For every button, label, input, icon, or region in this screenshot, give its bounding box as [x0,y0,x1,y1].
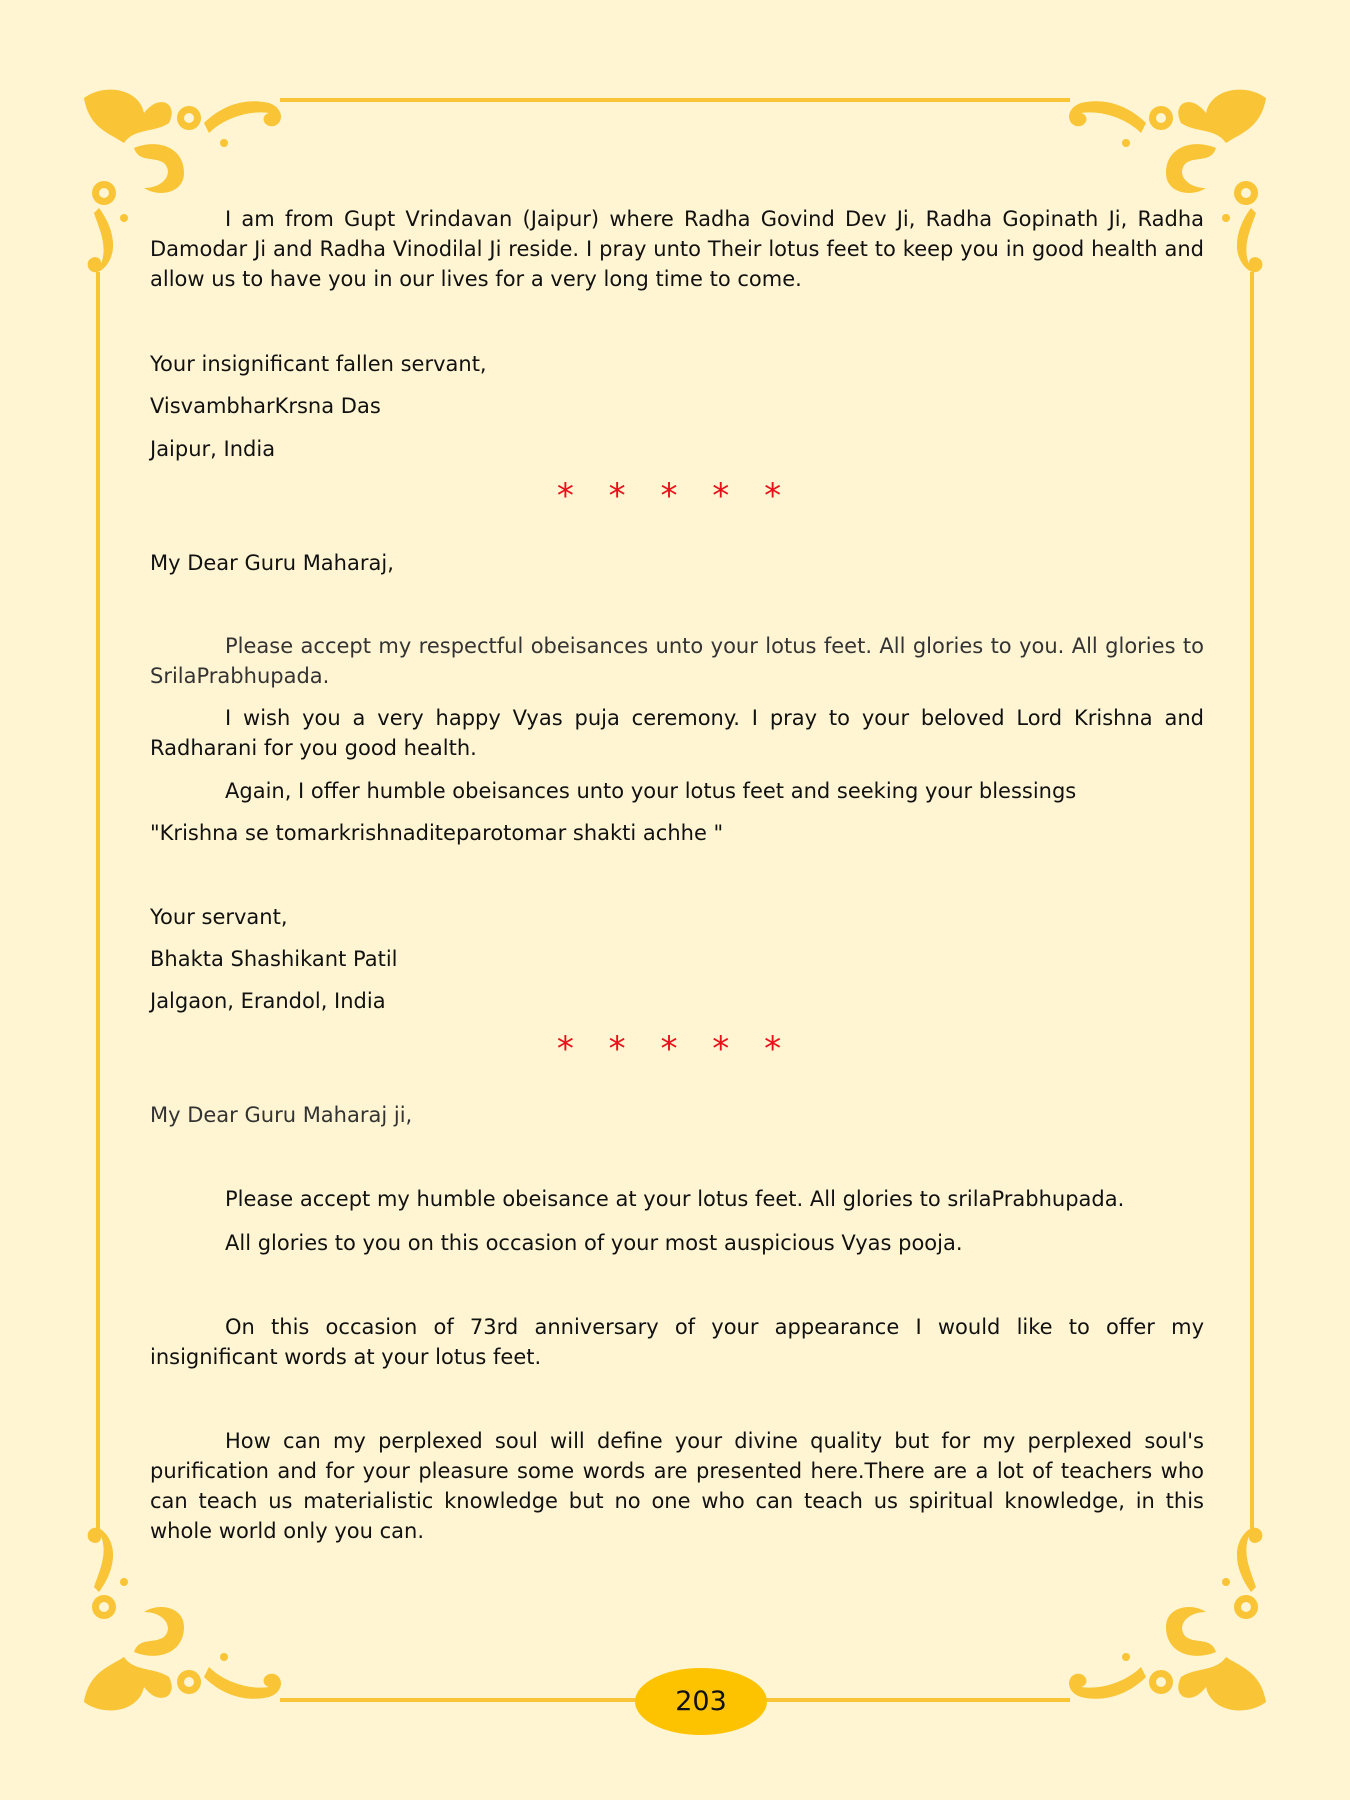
letter2-signature: Bhakta Shashikant Patil [150,947,398,971]
letter1-paragraph: I am from Gupt Vrindavan (Jaipur) where Radha Govind Dev Ji, Radha Gopinath Ji, Radha Damodar Ji and Radha Vinodilal Ji reside. I pray unto Their lotus feet to keep you in good health and allow us to have you in our lives for a very long time to come. [150,207,1204,291]
letter1-closing: Your insignificant fallen servant, [150,352,487,376]
letter2-place: Jalgaon, Erandol, India [150,989,386,1013]
separator-stars: * * * * * [556,1029,794,1069]
letter2-quote: "Krishna se tomarkrishnaditeparotomar shakti achhe " [150,821,724,845]
separator-stars: * * * * * [556,476,794,516]
letter2-closing: Your servant, [150,905,288,929]
border-top [280,98,1070,102]
letter1-signature: VisvambharKrsna Das [150,394,381,418]
ornament-bottom-left-icon [84,1522,284,1712]
page-number-badge: 203 [635,1668,767,1735]
letter2-paragraph-1: Please accept my respectful obeisances unto your lotus feet. All glories to you. All glories to SrilaPrabhupada. [150,634,1204,688]
letter2-paragraph-3: Again, I offer humble obeisances unto your lotus feet and seeking your blessings [225,779,1077,803]
ornament-bottom-right-icon [1066,1522,1266,1712]
letter2-salutation: My Dear Guru Maharaj, [150,551,394,575]
letter3-paragraph-1: Please accept my humble obeisance at your lotus feet. All glories to srilaPrabhupada. [225,1187,1125,1211]
border-right [1250,272,1254,1537]
letter3-salutation: My Dear Guru Maharaj ji, [150,1103,413,1127]
letter1-place: Jaipur, India [150,437,276,461]
letter3-paragraph-4: How can my perplexed soul will define your divine quality but for my perplexed soul's purification and for your pleasure some words are presented here.There are a lot of teachers who can teach us materialistic knowledge but no one who can teach us spiritual knowledge, in this whole world only you can. [150,1429,1204,1543]
border-left [96,272,100,1537]
letter2-paragraph-2: I wish you a very happy Vyas puja ceremony. I pray to your beloved Lord Krishna and Radharani for you good health. [150,706,1204,760]
letter3-paragraph-3: On this occasion of 73rd anniversary of your appearance I would like to offer my insignificant words at your lotus feet. [150,1315,1204,1369]
letter3-paragraph-2: All glories to you on this occasion of your most auspicious Vyas pooja. [225,1231,963,1255]
